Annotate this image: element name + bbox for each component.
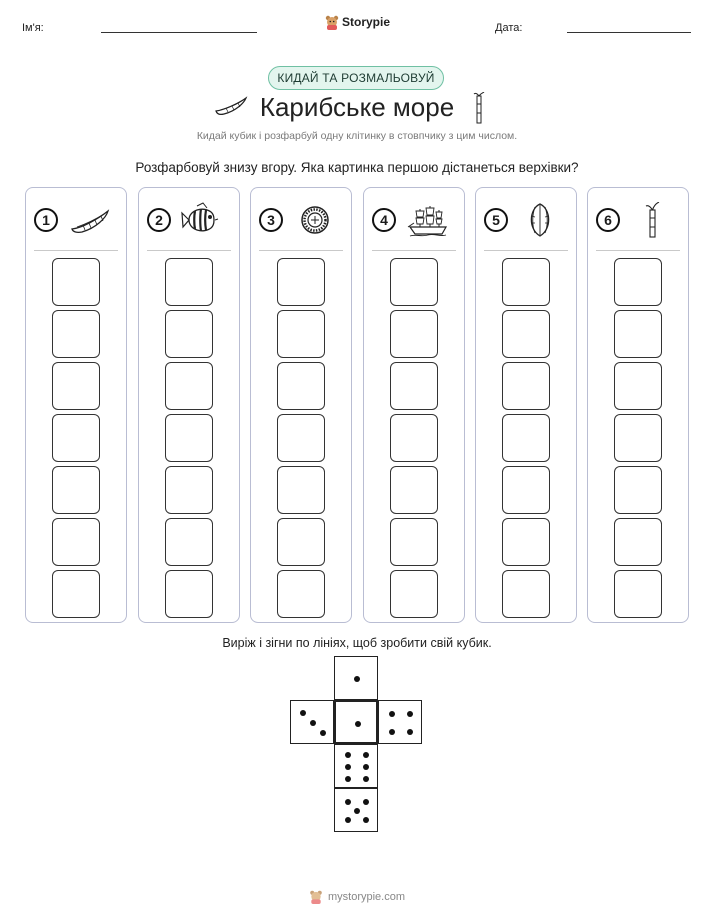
color-cell[interactable] bbox=[277, 310, 325, 358]
color-cell[interactable] bbox=[390, 518, 438, 566]
color-cell[interactable] bbox=[277, 570, 325, 618]
color-cell[interactable] bbox=[502, 414, 550, 462]
color-cell[interactable] bbox=[390, 362, 438, 410]
die-face-center bbox=[334, 700, 378, 744]
die-pip bbox=[345, 799, 351, 805]
name-field-line[interactable] bbox=[101, 32, 257, 33]
die-pip bbox=[345, 776, 351, 782]
die-pip bbox=[354, 676, 360, 682]
color-cell[interactable] bbox=[614, 414, 662, 462]
column-divider bbox=[596, 250, 680, 251]
die-pip bbox=[355, 721, 361, 727]
die-face-top bbox=[334, 656, 378, 700]
color-cell[interactable] bbox=[502, 362, 550, 410]
color-cell[interactable] bbox=[390, 570, 438, 618]
color-cell[interactable] bbox=[277, 414, 325, 462]
column-divider bbox=[372, 250, 456, 251]
date-label: Дата: bbox=[495, 22, 523, 34]
fish-icon bbox=[181, 202, 225, 238]
die-pip bbox=[407, 711, 413, 717]
color-cell[interactable] bbox=[52, 570, 100, 618]
storypie-logo bbox=[325, 14, 390, 30]
color-cell[interactable] bbox=[165, 362, 213, 410]
color-cell[interactable] bbox=[614, 570, 662, 618]
die-pip bbox=[354, 808, 360, 814]
footer bbox=[0, 889, 714, 904]
die-pip bbox=[363, 776, 369, 782]
color-cell[interactable] bbox=[52, 362, 100, 410]
color-cell[interactable] bbox=[502, 570, 550, 618]
column-6 bbox=[587, 187, 689, 623]
die-pip bbox=[363, 817, 369, 823]
column-number: 3 bbox=[259, 208, 283, 232]
die-pip bbox=[363, 799, 369, 805]
column-divider bbox=[34, 250, 118, 251]
die-pip bbox=[310, 720, 316, 726]
column-number: 1 bbox=[34, 208, 58, 232]
ship-icon bbox=[406, 202, 450, 238]
bear-logo-icon bbox=[325, 14, 339, 30]
die-face-left bbox=[290, 700, 334, 744]
cut-instruction: Виріж і зігни по лініях, щоб зробити свій кубик. bbox=[222, 636, 492, 650]
color-cell[interactable] bbox=[614, 258, 662, 306]
die-pip bbox=[300, 710, 306, 716]
die-face-right bbox=[378, 700, 422, 744]
color-cell[interactable] bbox=[390, 414, 438, 462]
bear-footer-icon bbox=[309, 889, 323, 904]
column-5 bbox=[475, 187, 577, 623]
cocoa-pod-icon bbox=[518, 202, 562, 238]
column-2 bbox=[138, 187, 240, 623]
subtitle: Кидай кубик і розфарбуй одну клітинку в стовпчику з цим числом. bbox=[196, 130, 518, 142]
color-cell[interactable] bbox=[52, 466, 100, 514]
name-label: Ім'я: bbox=[22, 22, 44, 34]
column-divider bbox=[259, 250, 343, 251]
column-number: 4 bbox=[372, 208, 396, 232]
column-divider bbox=[484, 250, 568, 251]
color-cell[interactable] bbox=[502, 258, 550, 306]
color-cell[interactable] bbox=[52, 414, 100, 462]
color-cell[interactable] bbox=[277, 466, 325, 514]
logo-text: Storypie bbox=[342, 15, 391, 29]
color-cell[interactable] bbox=[165, 414, 213, 462]
color-cell[interactable] bbox=[277, 518, 325, 566]
color-cell[interactable] bbox=[165, 310, 213, 358]
color-cell[interactable] bbox=[165, 570, 213, 618]
die-pip bbox=[389, 729, 395, 735]
color-cell[interactable] bbox=[390, 258, 438, 306]
color-cell[interactable] bbox=[165, 258, 213, 306]
activity-badge: КИДАЙ ТА РОЗМАЛЬОВУЙ bbox=[268, 66, 444, 90]
color-cell[interactable] bbox=[52, 258, 100, 306]
color-cell[interactable] bbox=[165, 466, 213, 514]
die-pip bbox=[345, 752, 351, 758]
color-cell[interactable] bbox=[502, 310, 550, 358]
column-3 bbox=[250, 187, 352, 623]
die-pip bbox=[407, 729, 413, 735]
color-cell[interactable] bbox=[614, 518, 662, 566]
column-divider bbox=[147, 250, 231, 251]
instruction: Розфарбовуй знизу вгору. Яка картинка першою дістанеться верхівки? bbox=[135, 160, 579, 175]
color-cell[interactable] bbox=[502, 518, 550, 566]
page-title: Карибське море bbox=[259, 92, 455, 122]
color-cell[interactable] bbox=[502, 466, 550, 514]
footer-url: mystorypie.com bbox=[327, 890, 406, 903]
sugarcane-icon bbox=[630, 202, 674, 238]
die-pip bbox=[345, 764, 351, 770]
column-1 bbox=[25, 187, 127, 623]
column-number: 2 bbox=[147, 208, 171, 232]
color-cell[interactable] bbox=[614, 466, 662, 514]
column-number: 5 bbox=[484, 208, 508, 232]
sugarcane-title-icon bbox=[472, 92, 486, 124]
canoe-icon bbox=[68, 202, 112, 238]
die-pip bbox=[345, 817, 351, 823]
die-pip bbox=[363, 764, 369, 770]
color-cell[interactable] bbox=[390, 310, 438, 358]
coin-icon bbox=[293, 202, 337, 238]
color-cell[interactable] bbox=[390, 466, 438, 514]
color-cell[interactable] bbox=[165, 518, 213, 566]
column-number: 6 bbox=[596, 208, 620, 232]
die-pip bbox=[363, 752, 369, 758]
die-face-bottom bbox=[334, 788, 378, 832]
date-field-line[interactable] bbox=[567, 32, 691, 33]
color-cell[interactable] bbox=[277, 258, 325, 306]
die-face-lower bbox=[334, 744, 378, 788]
color-cell[interactable] bbox=[277, 362, 325, 410]
color-cell[interactable] bbox=[614, 310, 662, 358]
color-cell[interactable] bbox=[614, 362, 662, 410]
color-cell[interactable] bbox=[52, 518, 100, 566]
column-4 bbox=[363, 187, 465, 623]
die-pip bbox=[320, 730, 326, 736]
color-cell[interactable] bbox=[52, 310, 100, 358]
die-pip bbox=[389, 711, 395, 717]
